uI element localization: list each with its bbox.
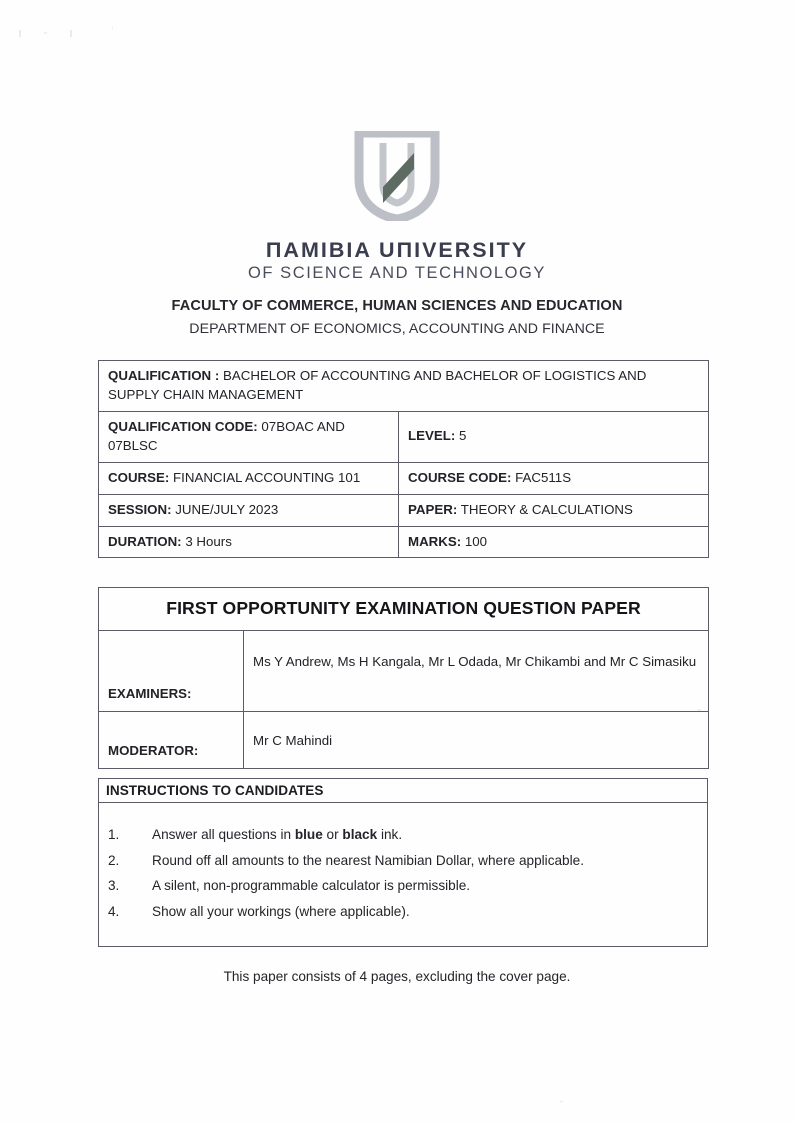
examination-details-table (98, 587, 709, 769)
instructions-heading: INSTRUCTIONS TO CANDIDATES (99, 779, 707, 803)
instruction-emphasis-blue: blue (294, 827, 323, 842)
instruction-text (152, 828, 697, 842)
session-value: JUNE/JULY 2023 (175, 501, 279, 517)
instruction-number: 2. (108, 852, 120, 868)
instruction-text: Show all your workings (where applicable). (152, 903, 410, 919)
course-label: COURSE: (108, 469, 170, 485)
course-code-value: FAC511S (515, 469, 572, 485)
department-heading: DEPARTMENT OF ECONOMICS, ACCOUNTING AND FINANCE (189, 321, 605, 337)
level-label: LEVEL: (408, 428, 456, 444)
scan-artifact (44, 32, 47, 34)
moderator-value: Mr C Mahindi (244, 711, 709, 768)
instruction-text-mid: or (322, 827, 343, 842)
wordmark-line-1: ΠAMIBIA UΠIVERSITY (265, 238, 529, 262)
course-value: FINANCIAL ACCOUNTING 101 (173, 469, 361, 485)
instruction-number: 4. (108, 903, 120, 919)
instructions-box (98, 778, 708, 947)
marks-label: MARKS: (408, 533, 462, 549)
table-row (99, 711, 709, 768)
table-row (99, 412, 709, 463)
list-item (107, 905, 697, 919)
instruction-text: Round off all amounts to the nearest Namibian Dollar, where applicable. (152, 852, 584, 868)
instruction-text-post: ink. (377, 827, 403, 842)
qualification-table (98, 360, 709, 558)
scan-artifact (112, 26, 113, 29)
instruction-text: A silent, non-programmable calculator is permissible. (152, 878, 471, 894)
course-cell (99, 462, 399, 494)
qualification-cell (99, 361, 709, 412)
table-row (99, 361, 709, 412)
paper-label: PAPER: (408, 501, 458, 517)
examiners-label-text: EXAMINERS: (108, 686, 192, 702)
course-code-cell (399, 462, 709, 494)
table-row (99, 630, 709, 711)
instruction-number: 3. (108, 878, 120, 894)
qualification-code-cell (99, 412, 399, 463)
moderator-label-text: MODERATOR: (108, 743, 199, 759)
session-label: SESSION: (108, 501, 172, 517)
moderator-label (99, 711, 244, 768)
university-logo (0, 131, 794, 283)
instruction-emphasis-black: black (342, 827, 378, 842)
duration-value: 3 Hours (185, 533, 232, 549)
wordmark-line-2: OF SCIENCE AND TECHNOLOGY (248, 264, 546, 283)
table-row (99, 494, 709, 526)
nust-shield-logo-icon (353, 131, 441, 221)
list-item (107, 854, 697, 868)
paper-value: THEORY & CALCULATIONS (460, 501, 633, 517)
table-row (99, 588, 709, 631)
list-item (107, 828, 697, 842)
course-code-label: COURSE CODE: (408, 469, 512, 485)
level-value: 5 (458, 428, 467, 444)
university-wordmark (248, 239, 546, 283)
duration-cell (99, 526, 399, 558)
instruction-text-pre: Answer all questions in (152, 827, 295, 842)
level-cell (399, 412, 709, 463)
qualification-code-value: 07BOAC AND 07BLSC (108, 419, 345, 453)
table-row (99, 462, 709, 494)
scan-artifact (19, 30, 21, 37)
scan-artifact (560, 1100, 563, 1103)
list-item (107, 879, 697, 893)
marks-value: 100 (464, 533, 488, 549)
qualification-label: QUALIFICATION : (108, 368, 220, 383)
page-count-note: This paper consists of 4 pages, excluding the cover page. (223, 969, 571, 984)
qualification-value: BACHELOR OF ACCOUNTING AND BACHELOR OF LOGISTICS AND SUPPLY CHAIN MANAGEMENT (108, 368, 647, 402)
paper-cell (399, 494, 709, 526)
marks-cell (399, 526, 709, 558)
instructions-list (99, 803, 707, 946)
qualification-code-label: QUALIFICATION CODE: (108, 419, 258, 434)
examiners-label (99, 630, 244, 711)
exam-paper-title: FIRST OPPORTUNITY EXAMINATION QUESTION PAPER (99, 588, 709, 631)
session-cell (99, 494, 399, 526)
examiners-value: Ms Y Andrew, Ms H Kangala, Mr L Odada, Mr Chikambi and Mr C Simasiku (244, 630, 709, 711)
table-row (99, 526, 709, 558)
scan-artifact (70, 30, 72, 37)
duration-label: DURATION: (108, 533, 182, 549)
instruction-number: 1. (108, 827, 120, 842)
faculty-heading: FACULTY OF COMMERCE, HUMAN SCIENCES AND EDUCATION (171, 298, 623, 314)
